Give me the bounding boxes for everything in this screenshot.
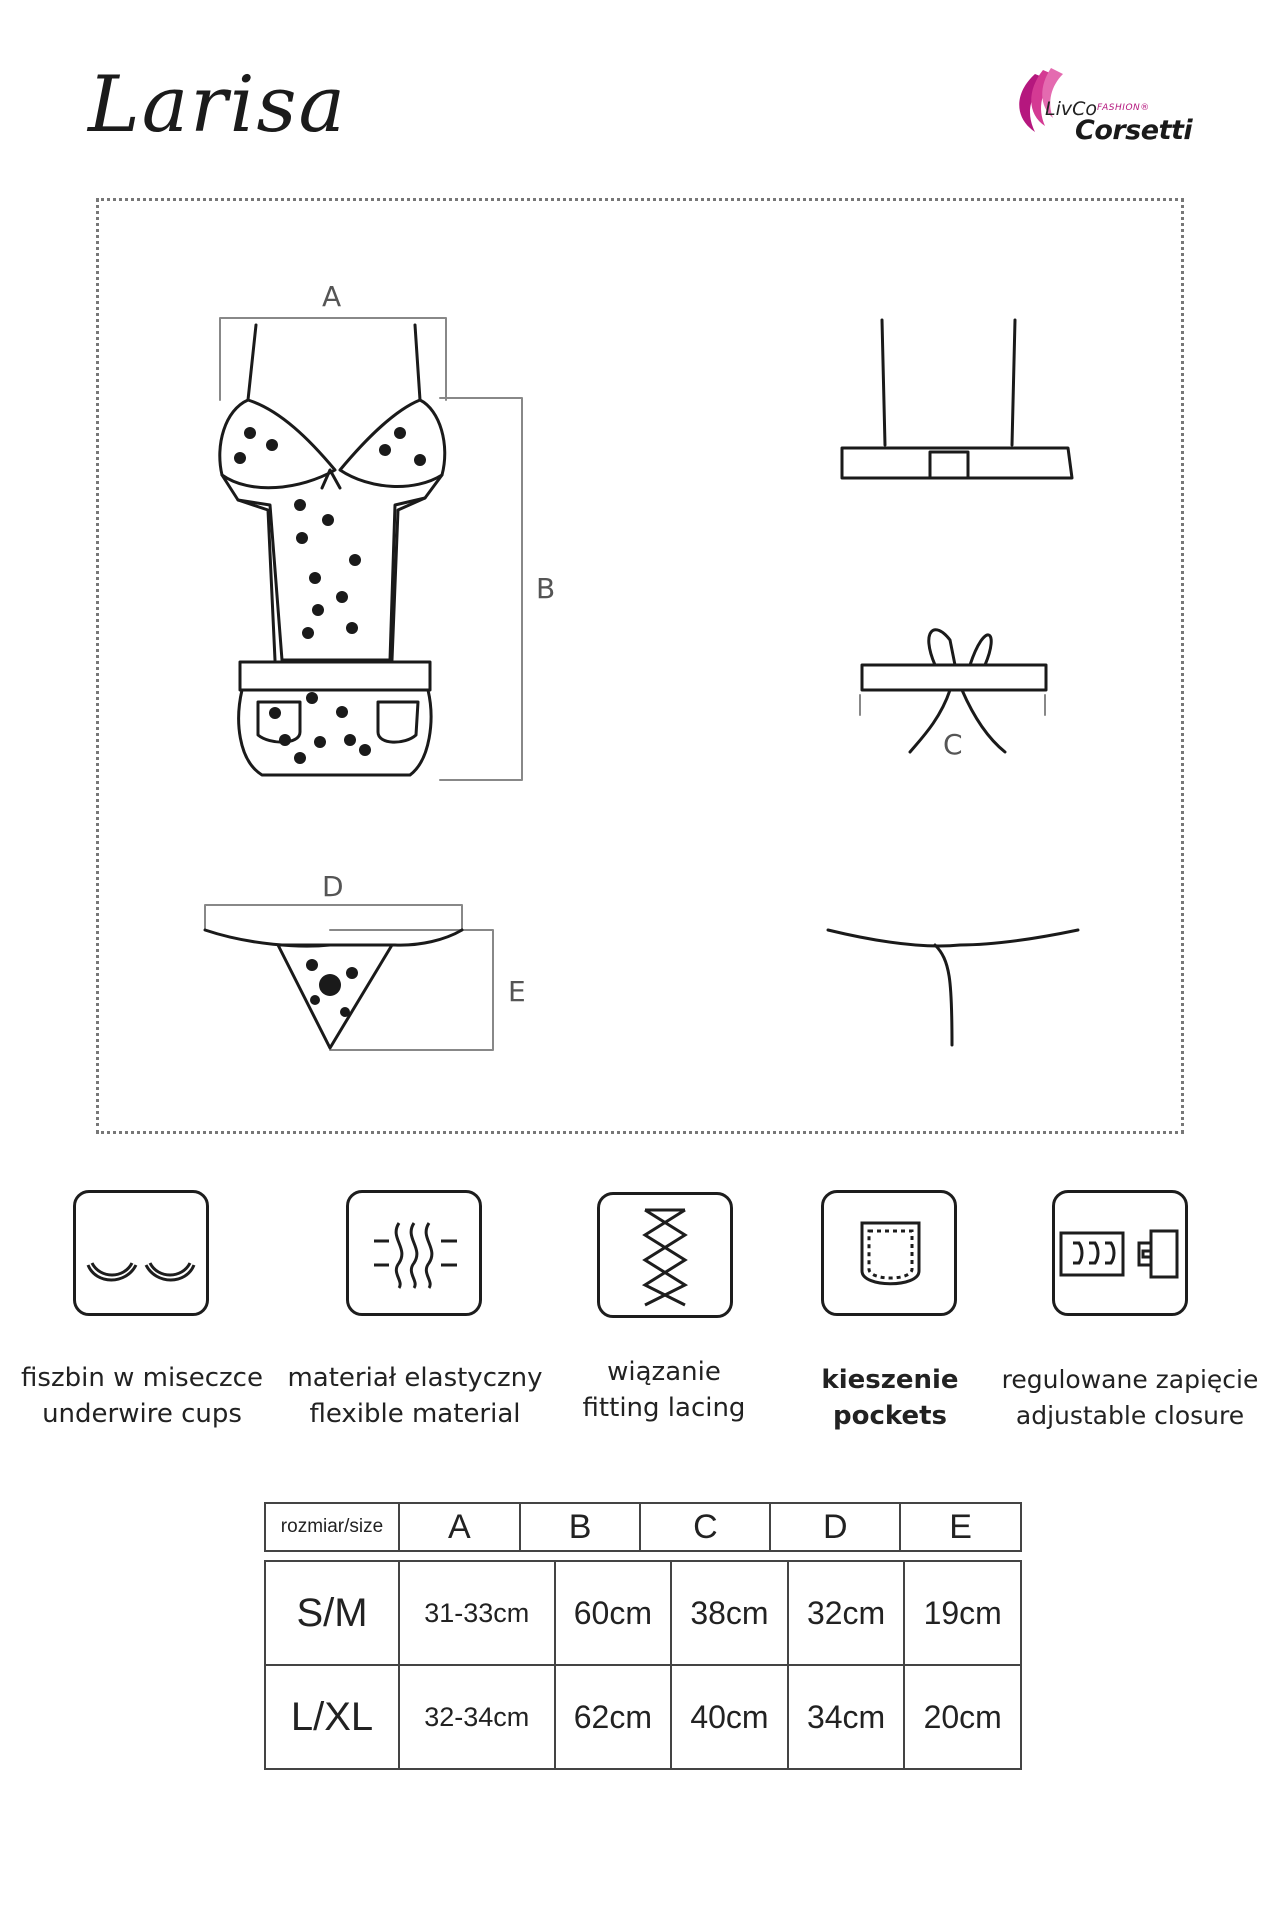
teddy-left-strap	[248, 325, 256, 400]
garter-bow-left	[929, 630, 955, 665]
brand-fashion: FASHION®	[1097, 103, 1150, 113]
fitting-lacing-icon	[597, 1192, 733, 1318]
feature-label-pl: fiszbin w miseczce	[21, 1363, 263, 1393]
adjustable-closure-icon	[1052, 1190, 1188, 1316]
bra-hooks	[930, 452, 968, 478]
label-e: E	[508, 975, 526, 1008]
size-table-body	[264, 1560, 1022, 1770]
teddy-right-pocket	[378, 702, 418, 742]
size-cell: 20cm	[904, 1665, 1021, 1769]
dimension-a-line	[220, 318, 446, 400]
feature-label-pl: wiązanie	[607, 1357, 721, 1387]
feature-label-underwire	[2, 1360, 282, 1432]
feature-label-pl: regulowane zapięcie	[1001, 1365, 1259, 1394]
label-b: B	[536, 572, 556, 605]
feature-label-closure	[980, 1362, 1280, 1434]
teddy-waistband	[240, 662, 430, 690]
thong-left-front	[278, 945, 392, 1048]
thong-right-waist	[828, 930, 1078, 946]
product-title: Larisa	[88, 60, 348, 150]
dimension-c-line	[860, 695, 1045, 715]
size-column-b: B	[520, 1503, 641, 1551]
feature-label-pl: kieszenie	[821, 1365, 959, 1395]
feature-label-pl: materiał elastyczny	[287, 1363, 543, 1393]
label-c: C	[943, 728, 963, 761]
size-column-e: E	[900, 1503, 1021, 1551]
size-cell: 40cm	[671, 1665, 788, 1769]
feature-label-en: fitting lacing	[582, 1393, 746, 1423]
size-cell: 19cm	[904, 1561, 1021, 1665]
size-cell: 62cm	[555, 1665, 672, 1769]
size-column-a: A	[399, 1503, 520, 1551]
label-a: A	[322, 280, 342, 313]
size-header-label: rozmiar/size	[265, 1503, 399, 1551]
pocket-icon	[821, 1190, 957, 1316]
size-column-d: D	[770, 1503, 900, 1551]
brand-corsetti: Corsetti	[1075, 115, 1193, 146]
bra-right-strap	[1012, 320, 1015, 445]
feature-label-en: flexible material	[309, 1399, 521, 1429]
dimension-d-line	[205, 905, 462, 930]
size-cell: 32-34cm	[399, 1665, 555, 1769]
size-cell: 60cm	[555, 1561, 672, 1665]
teddy-right-strap	[415, 325, 420, 400]
size-row-label: S/M	[265, 1561, 399, 1665]
flexible-material-icon	[346, 1190, 482, 1316]
feature-label-en: adjustable closure	[1015, 1401, 1245, 1430]
teddy-bodice	[222, 475, 442, 660]
size-row-label: L/XL	[265, 1665, 399, 1769]
bra-left-strap	[882, 320, 885, 445]
table-row	[265, 1665, 1021, 1769]
feature-label-flexible	[275, 1360, 555, 1432]
garter-band	[862, 665, 1046, 690]
dimension-e-line	[330, 930, 493, 1050]
size-column-c: C	[640, 1503, 770, 1551]
feature-label-en: pockets	[832, 1401, 948, 1431]
teddy-left-pocket	[258, 702, 300, 742]
size-cell: 38cm	[671, 1561, 788, 1665]
size-cell: 31-33cm	[399, 1561, 555, 1665]
size-cell: 34cm	[788, 1665, 905, 1769]
feature-label-en: underwire cups	[42, 1399, 242, 1429]
table-row	[265, 1561, 1021, 1665]
brand-livco: LivCo	[1045, 98, 1097, 120]
underwire-cups-icon	[73, 1190, 209, 1316]
dimension-b-line	[440, 398, 522, 780]
label-d: D	[322, 870, 344, 903]
size-table-header	[264, 1502, 1022, 1552]
thong-right-string	[935, 945, 952, 1045]
teddy-right-cup	[340, 400, 445, 486]
size-cell: 32cm	[788, 1561, 905, 1665]
